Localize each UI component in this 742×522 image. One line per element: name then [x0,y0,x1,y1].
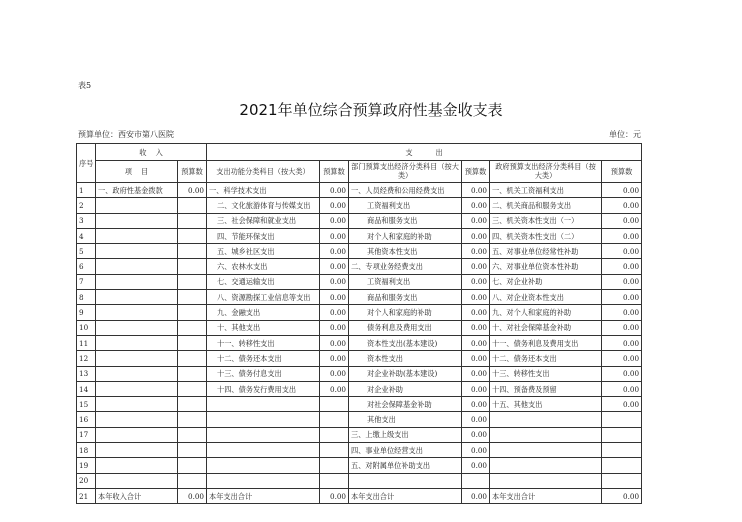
row-number: 21 [77,488,96,503]
func-class-budget: 0.00 [320,198,349,213]
func-class-budget: 0.00 [320,366,349,381]
dept-econ-budget: 0.00 [462,213,490,228]
gov-econ-budget: 0.00 [602,198,642,213]
func-class-item: 八、资源勘探工业信息等支出 [207,290,320,305]
gov-econ-item [490,427,602,442]
func-class-budget: 0.00 [320,244,349,259]
gov-econ-budget: 0.00 [602,290,642,305]
income-item [96,473,178,488]
dept-econ-item: 对企业补助(基本建设) [349,366,462,381]
dept-econ-item: 工资福利支出 [349,198,462,213]
func-class-item: 九、金融支出 [207,305,320,320]
dept-econ-item: 对企业补助 [349,381,462,396]
table-row [77,397,642,412]
income-budget: 0.00 [178,183,207,198]
item-header: 项 目 [96,161,178,183]
dept-econ-budget: 0.00 [462,305,490,320]
dept-econ-budget: 0.00 [462,381,490,396]
expense-header: 支 出 [207,144,642,161]
dept-econ-item: 资本性支出(基本建设) [349,335,462,350]
func-class-budget: 0.00 [320,381,349,396]
row-number: 2 [77,198,96,213]
row-number: 8 [77,290,96,305]
row-number: 16 [77,412,96,427]
gov-econ-budget [602,458,642,473]
dept-econ-item [349,473,462,488]
gov-econ-item: 六、对事业单位资本性补助 [490,259,602,274]
func-class-budget: 0.00 [320,320,349,335]
table-row [77,320,642,335]
dept-econ-header: 部门预算支出经济分类科目（按大类） [349,161,462,183]
func-class-item: 七、交通运输支出 [207,274,320,289]
income-item [96,228,178,243]
row-number: 15 [77,397,96,412]
dept-econ-budget: 0.00 [462,198,490,213]
gov-econ-item: 十四、预备费及预留 [490,381,602,396]
func-class-budget: 0.00 [320,335,349,350]
dept-econ-budget: 0.00 [462,274,490,289]
row-number: 19 [77,458,96,473]
table-row [77,274,642,289]
table-row [77,351,642,366]
dept-econ-budget: 0.00 [462,351,490,366]
row-number: 17 [77,427,96,442]
func-class-item: 四、节能环保支出 [207,228,320,243]
gov-econ-budget [602,412,642,427]
row-number: 3 [77,213,96,228]
gov-econ-item: 一、机关工资福利支出 [490,183,602,198]
table-row [77,183,642,198]
gov-econ-budget [602,473,642,488]
income-budget [178,335,207,350]
income-item [96,290,178,305]
income-item [96,259,178,274]
income-item [96,412,178,427]
dept-econ-item: 四、事业单位经营支出 [349,443,462,458]
func-class-item: 十二、债务还本支出 [207,351,320,366]
income-item: 本年收入合计 [96,488,178,503]
func-class-item [207,443,320,458]
income-budget [178,198,207,213]
func-class-item: 二、文化旅游体育与传媒支出 [207,198,320,213]
gov-econ-item [490,458,602,473]
row-number: 18 [77,443,96,458]
dept-econ-budget: 0.00 [462,259,490,274]
income-item [96,198,178,213]
func-class-budget: 0.00 [320,305,349,320]
gov-econ-budget: 0.00 [602,366,642,381]
dept-econ-item: 其他支出 [349,412,462,427]
table-row [77,366,642,381]
dept-econ-budget: 0.00 [462,443,490,458]
income-item [96,305,178,320]
gov-econ-item: 三、机关资本性支出（一） [490,213,602,228]
income-budget [178,274,207,289]
page-title: 2021年单位综合预算政府性基金收支表 [239,101,503,119]
gov-econ-budget: 0.00 [602,351,642,366]
income-budget [178,473,207,488]
gov-econ-budget: 0.00 [602,213,642,228]
currency-unit-label: 单位：元 [609,130,641,139]
gov-econ-budget: 0.00 [602,274,642,289]
func-class-budget: 0.00 [320,351,349,366]
dept-econ-item: 一、人员经费和公用经费支出 [349,183,462,198]
row-number: 20 [77,473,96,488]
dept-econ-item: 二、专项业务经费支出 [349,259,462,274]
dept-econ-budget: 0.00 [462,320,490,335]
gov-econ-item [490,443,602,458]
seq-header: 序号 [77,144,96,183]
income-item [96,381,178,396]
income-item: 一、政府性基金拨款 [96,183,178,198]
func-class-item: 六、农林水支出 [207,259,320,274]
dept-econ-item: 三、上缴上级支出 [349,427,462,442]
func-class-budget: 0.00 [320,213,349,228]
func-class-budget: 0.00 [320,228,349,243]
income-item [96,244,178,259]
budget-header: 预算数 [178,161,207,183]
income-budget [178,443,207,458]
gov-econ-item: 十三、转移性支出 [490,366,602,381]
func-class-budget: 0.00 [320,259,349,274]
gov-econ-item: 本年支出合计 [490,488,602,503]
dept-econ-budget: 0.00 [462,335,490,350]
func-class-item [207,412,320,427]
gov-econ-budget: 0.00 [602,381,642,396]
gov-econ-header: 政府预算支出经济分类科目（按大类） [490,161,602,183]
func-class-budget: 0.00 [320,290,349,305]
gov-econ-item: 十、对社会保障基金补助 [490,320,602,335]
income-item [96,335,178,350]
income-item [96,320,178,335]
func-class-item: 十一、转移性支出 [207,335,320,350]
func-class-item: 一、科学技术支出 [207,183,320,198]
func-class-budget [320,427,349,442]
gov-econ-item: 七、对企业补助 [490,274,602,289]
gov-econ-budget: 0.00 [602,397,642,412]
func-class-budget [320,443,349,458]
dept-econ-item: 对个人和家庭的补助 [349,305,462,320]
dept-econ-budget: 0.00 [462,228,490,243]
table-row [77,412,642,427]
gov-econ-budget [602,443,642,458]
table-row [77,213,642,228]
income-budget [178,458,207,473]
func-class-item [207,427,320,442]
income-item [96,458,178,473]
row-number: 10 [77,320,96,335]
table-row [77,488,642,503]
func-class-item: 十、其他支出 [207,320,320,335]
dept-econ-budget: 0.00 [462,488,490,503]
dept-econ-item: 对个人和家庭的补助 [349,228,462,243]
income-budget [178,351,207,366]
gov-econ-budget: 0.00 [602,320,642,335]
income-budget [178,213,207,228]
income-budget [178,381,207,396]
gov-econ-item [490,473,602,488]
gov-econ-budget [602,427,642,442]
table-tag: 表5 [78,81,92,90]
table-row [77,427,642,442]
row-number: 6 [77,259,96,274]
budget-header: 预算数 [602,161,642,183]
income-item [96,274,178,289]
func-class-budget [320,397,349,412]
dept-econ-item: 其他资本性支出 [349,244,462,259]
dept-econ-budget [462,473,490,488]
table-row [77,259,642,274]
row-number: 1 [77,183,96,198]
budget-unit-label: 预算单位：西安市第八医院 [78,130,174,139]
income-budget [178,412,207,427]
table-row [77,305,642,320]
row-number: 14 [77,381,96,396]
dept-econ-budget: 0.00 [462,366,490,381]
table-row [77,381,642,396]
gov-econ-budget: 0.00 [602,335,642,350]
income-budget [178,397,207,412]
dept-econ-budget: 0.00 [462,397,490,412]
row-number: 5 [77,244,96,259]
table-row [77,244,642,259]
income-header: 收 入 [96,144,207,161]
dept-econ-item: 资本性支出 [349,351,462,366]
budget-header: 预算数 [462,161,490,183]
income-budget [178,427,207,442]
func-class-item: 十四、债务发行费用支出 [207,381,320,396]
income-budget [178,305,207,320]
gov-econ-budget: 0.00 [602,305,642,320]
func-class-budget [320,458,349,473]
dept-econ-budget: 0.00 [462,412,490,427]
income-item [96,427,178,442]
dept-econ-item: 债务利息及费用支出 [349,320,462,335]
income-item [96,443,178,458]
gov-econ-budget: 0.00 [602,244,642,259]
budget-table [76,143,642,504]
budget-header: 预算数 [320,161,349,183]
func-class-item: 十三、债务付息支出 [207,366,320,381]
dept-econ-item: 商品和服务支出 [349,213,462,228]
income-budget: 0.00 [178,488,207,503]
gov-econ-item: 四、机关资本性支出（二） [490,228,602,243]
gov-econ-item: 九、对个人和家庭的补助 [490,305,602,320]
row-number: 12 [77,351,96,366]
income-item [96,366,178,381]
dept-econ-budget: 0.00 [462,290,490,305]
table-row [77,458,642,473]
gov-econ-item: 五、对事业单位经常性补助 [490,244,602,259]
table-row [77,473,642,488]
func-class-item: 三、社会保障和就业支出 [207,213,320,228]
dept-econ-item: 本年支出合计 [349,488,462,503]
gov-econ-item: 八、对企业资本性支出 [490,290,602,305]
func-class-item [207,458,320,473]
gov-econ-budget: 0.00 [602,488,642,503]
table-row [77,443,642,458]
gov-econ-budget: 0.00 [602,228,642,243]
row-number: 9 [77,305,96,320]
dept-econ-budget: 0.00 [462,427,490,442]
func-class-item [207,397,320,412]
dept-econ-budget: 0.00 [462,183,490,198]
table-row [77,198,642,213]
row-number: 4 [77,228,96,243]
gov-econ-item: 十一、债务利息及费用支出 [490,335,602,350]
income-item [96,351,178,366]
table-row [77,335,642,350]
income-budget [178,366,207,381]
func-class-header: 支出功能分类科目（按大类） [207,161,320,183]
income-item [96,213,178,228]
dept-econ-item: 五、对附属单位补助支出 [349,458,462,473]
func-class-item: 五、城乡社区支出 [207,244,320,259]
gov-econ-item: 十二、债务还本支出 [490,351,602,366]
row-number: 7 [77,274,96,289]
gov-econ-item [490,412,602,427]
gov-econ-item: 二、机关商品和服务支出 [490,198,602,213]
dept-econ-item: 对社会保障基金补助 [349,397,462,412]
func-class-item: 本年支出合计 [207,488,320,503]
func-class-budget [320,412,349,427]
gov-econ-budget: 0.00 [602,183,642,198]
dept-econ-item: 工资福利支出 [349,274,462,289]
income-budget [178,290,207,305]
income-budget [178,228,207,243]
func-class-budget [320,473,349,488]
table-row [77,290,642,305]
gov-econ-budget: 0.00 [602,259,642,274]
func-class-budget: 0.00 [320,488,349,503]
func-class-budget: 0.00 [320,274,349,289]
row-number: 13 [77,366,96,381]
dept-econ-budget: 0.00 [462,244,490,259]
func-class-budget: 0.00 [320,183,349,198]
income-budget [178,244,207,259]
income-item [96,397,178,412]
income-budget [178,259,207,274]
dept-econ-item: 商品和服务支出 [349,290,462,305]
row-number: 11 [77,335,96,350]
dept-econ-budget: 0.00 [462,458,490,473]
gov-econ-item: 十五、其他支出 [490,397,602,412]
table-row [77,228,642,243]
income-budget [178,320,207,335]
func-class-item [207,473,320,488]
